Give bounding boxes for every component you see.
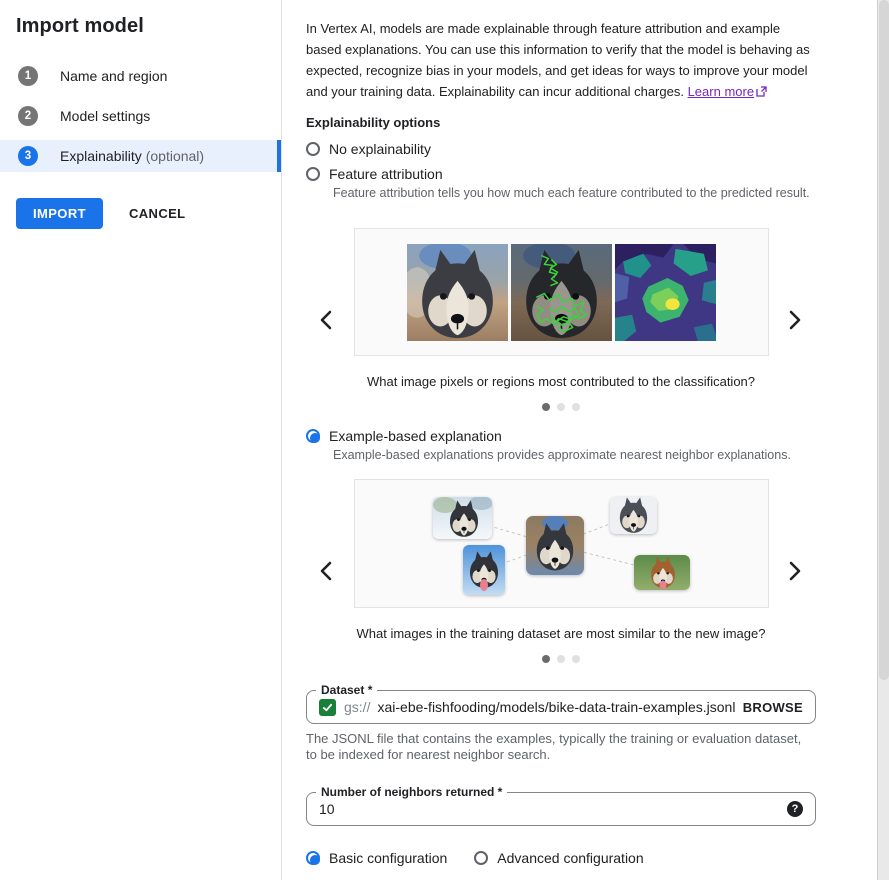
neighbor-image-brown-husky bbox=[634, 555, 690, 590]
step-model-settings[interactable] bbox=[0, 96, 281, 136]
neighbors-input[interactable]: 10 bbox=[319, 801, 335, 817]
husky-photo-image bbox=[407, 244, 508, 341]
chevron-left-icon bbox=[319, 310, 333, 330]
dataset-path-input[interactable]: xai-ebe-fishfooding/models/bike-data-train-examples.jsonl bbox=[377, 699, 736, 715]
step-name-and-region[interactable] bbox=[0, 56, 281, 96]
wizard-actions bbox=[0, 176, 281, 229]
intro-paragraph bbox=[306, 18, 816, 102]
radio-icon bbox=[474, 851, 488, 865]
external-link-icon bbox=[756, 86, 767, 97]
cancel-button[interactable]: CANCEL bbox=[128, 206, 186, 221]
dataset-help-text: The JSONL file that contains the examples, typically the training or evaluation dataset, to be indexed for nearest neighbor search. bbox=[306, 731, 802, 762]
carousel-next-button[interactable] bbox=[785, 309, 805, 331]
step-1-label: Name and region bbox=[60, 68, 168, 84]
radio-example-based[interactable]: Example-based explanation bbox=[306, 428, 816, 444]
radio-advanced-configuration[interactable]: Advanced configuration bbox=[474, 850, 643, 866]
import-button[interactable]: IMPORT bbox=[16, 198, 103, 229]
radio-icon-selected bbox=[306, 429, 320, 443]
radio-basic-configuration[interactable]: Basic configuration bbox=[306, 850, 447, 866]
carousel-dot[interactable] bbox=[557, 655, 565, 663]
chevron-right-icon bbox=[788, 561, 802, 581]
carousel-prev-button[interactable] bbox=[316, 560, 336, 582]
radio-no-explainability[interactable]: No explainability bbox=[306, 141, 816, 157]
carousel-caption: What image pixels or regions most contributed to the classification? bbox=[366, 374, 756, 389]
neighbors-field-label: Number of neighbors returned * bbox=[316, 785, 507, 799]
example-based-carousel bbox=[306, 479, 816, 663]
feature-attribution-help: Feature attribution tells you how much each feature contributed to the predicted result. bbox=[333, 186, 810, 200]
neighbor-image-white-husky bbox=[610, 497, 657, 534]
carousel-dot[interactable] bbox=[542, 655, 550, 663]
learn-more-link[interactable]: Learn more bbox=[687, 84, 755, 99]
carousel-next-button[interactable] bbox=[785, 560, 805, 582]
step-2-label: Model settings bbox=[60, 108, 151, 124]
radio-icon bbox=[306, 167, 320, 181]
configuration-mode-group bbox=[306, 850, 816, 866]
dataset-field[interactable] bbox=[306, 683, 816, 724]
carousel-dots bbox=[306, 403, 816, 411]
browse-button[interactable]: BROWSE bbox=[742, 699, 803, 715]
carousel-dots bbox=[306, 655, 816, 663]
step-2-badge: 2 bbox=[18, 106, 38, 126]
step-3-label: Explainability (optional) bbox=[60, 148, 205, 164]
radio-icon bbox=[306, 142, 320, 156]
radio-icon-selected bbox=[306, 851, 320, 865]
options-heading: Explainability options bbox=[306, 115, 441, 130]
carousel-caption: What images in the training dataset are most similar to the new image? bbox=[356, 626, 766, 641]
carousel-viewport bbox=[354, 479, 769, 608]
step-explainability[interactable] bbox=[0, 140, 281, 172]
feature-attribution-carousel bbox=[306, 228, 816, 411]
carousel-dot[interactable] bbox=[572, 403, 580, 411]
carousel-dot[interactable] bbox=[557, 403, 565, 411]
active-step-indicator bbox=[277, 140, 281, 172]
neighbor-image-snow-husky bbox=[433, 497, 492, 539]
gs-prefix: gs:// bbox=[344, 699, 371, 715]
carousel-prev-button[interactable] bbox=[316, 309, 336, 331]
chevron-left-icon bbox=[319, 561, 333, 581]
page-title: Import model bbox=[16, 15, 144, 37]
step-3-optional-label: (optional) bbox=[145, 148, 205, 164]
attribution-heatmap-image bbox=[615, 244, 716, 341]
chevron-right-icon bbox=[788, 310, 802, 330]
explainability-panel bbox=[283, 0, 877, 880]
scrollbar[interactable] bbox=[877, 0, 889, 880]
valid-check-icon bbox=[319, 699, 336, 716]
neighbors-field[interactable] bbox=[306, 785, 816, 826]
query-image-husky bbox=[526, 516, 584, 575]
step-1-badge: 1 bbox=[18, 66, 38, 86]
intro-text: In Vertex AI, models are made explainable through feature attribution and example based explanations. You can use this information to verify that the model is behaving as expected, recognize bias in your models, and get ideas for ways to improve your model and your training data. Explainability can incur additional charges. bbox=[306, 21, 810, 99]
help-icon[interactable]: ? bbox=[787, 801, 803, 817]
dataset-field-label: Dataset * bbox=[316, 683, 377, 697]
carousel-viewport bbox=[354, 228, 769, 356]
husky-attribution-overlay-image bbox=[511, 244, 612, 341]
carousel-dot[interactable] bbox=[542, 403, 550, 411]
example-based-help: Example-based explanations provides approximate nearest neighbor explanations. bbox=[333, 448, 791, 462]
sidebar bbox=[0, 0, 282, 880]
neighbor-image-blue-husky bbox=[463, 545, 505, 595]
carousel-dot[interactable] bbox=[572, 655, 580, 663]
step-3-badge: 3 bbox=[18, 146, 38, 166]
radio-feature-attribution[interactable]: Feature attribution bbox=[306, 166, 816, 182]
scrollbar-thumb[interactable] bbox=[879, 0, 889, 680]
